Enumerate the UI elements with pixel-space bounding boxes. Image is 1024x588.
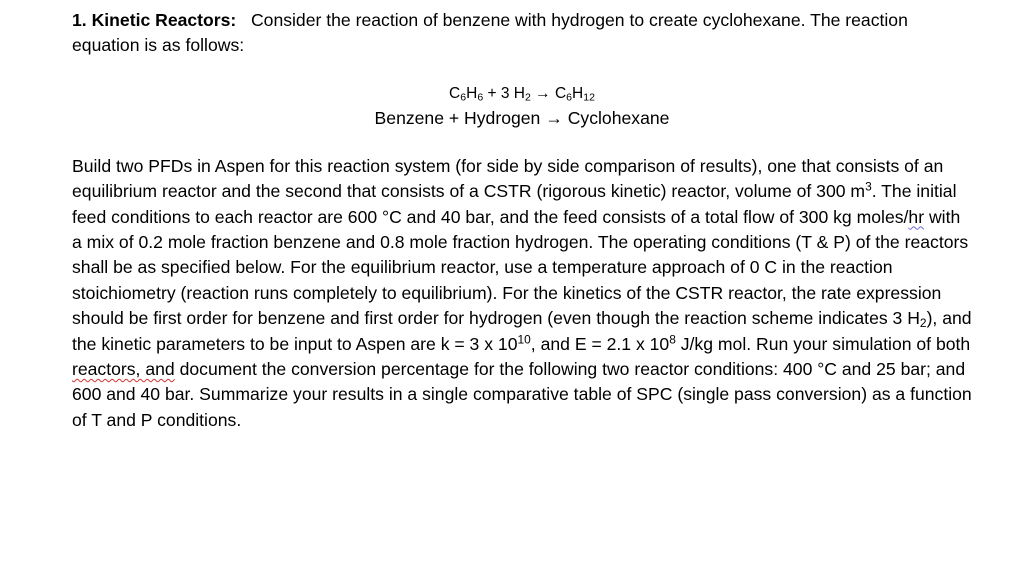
problem-body	[72, 154, 972, 433]
superscript: 10	[517, 332, 531, 347]
body-text: document the conversion percentage for the following two reactor conditions: 400 °C and 25 bar; and 600 and 40 bar. Summarize your results in a single comparative table of SPC (single pass conversion) as a function of T and P conditions.	[72, 359, 972, 430]
body-text: . The initial feed conditions to each reactor are 600 °C and 40 bar, and the feed consists of a total flow of 300 kg moles/	[72, 181, 957, 227]
spelling-flag-text: reactors, and	[72, 359, 175, 380]
eq-subscript: 2	[524, 91, 531, 104]
reaction-arrow: →	[530, 84, 555, 102]
document-page	[72, 8, 972, 433]
equation-formula	[72, 81, 972, 106]
body-text: ), and the kinetic parameters to be input to Aspen are k = 3 x 10	[72, 308, 972, 354]
eq-text: 3 H	[500, 84, 525, 102]
eq-text: H	[572, 84, 584, 102]
eq-text: +	[483, 84, 501, 102]
eq-subscript: 6	[566, 91, 573, 104]
eq-subscript: 6	[460, 91, 467, 104]
eq-subscript: 6	[477, 91, 484, 104]
body-text: , and E = 2.1 x 10	[530, 333, 670, 354]
eq-text: H	[466, 84, 478, 102]
body-text: Build two PFDs in Aspen for this reaction system (for side by side comparison of results), one that consists of an equilibrium reactor and the second that consists of a CSTR (rigorous kinetic) reactor, volume of 300 m	[72, 155, 944, 202]
superscript: 3	[865, 179, 872, 194]
reaction-equation	[72, 81, 972, 131]
eq-text: C	[554, 84, 567, 102]
problem-intro: Consider the reaction of benzene with hydrogen to create cyclohexane. The reaction equation is as follows:	[72, 10, 908, 56]
grammar-flag-word: hr	[908, 206, 925, 227]
problem-title: Kinetic Reactors:	[91, 10, 237, 30]
subscript: 2	[919, 316, 927, 331]
problem-number: 1.	[72, 10, 87, 30]
superscript: 8	[669, 332, 676, 347]
problem-statement	[72, 8, 972, 59]
body-text: J/kg mol. Run your simulation of both	[675, 333, 971, 354]
eq-text: C	[449, 84, 461, 102]
equation-names: Benzene + Hydrogen → Cyclohexane	[374, 107, 670, 128]
eq-subscript: 12	[583, 91, 595, 104]
body-text: with a mix of 0.2 mole fraction benzene and 0.8 mole fraction hydrogen. The operating conditions (T & P) of the reactors shall be as specified below. For the equilibrium reactor, use a temperature approach of 0 C in the reaction stoichiometry (reaction runs completely to equilibrium). For the kinetics of the CSTR reactor, the rate expression should be first order for benzene and first order for hydrogen (even though the reaction scheme indicates 3 H	[72, 206, 969, 329]
